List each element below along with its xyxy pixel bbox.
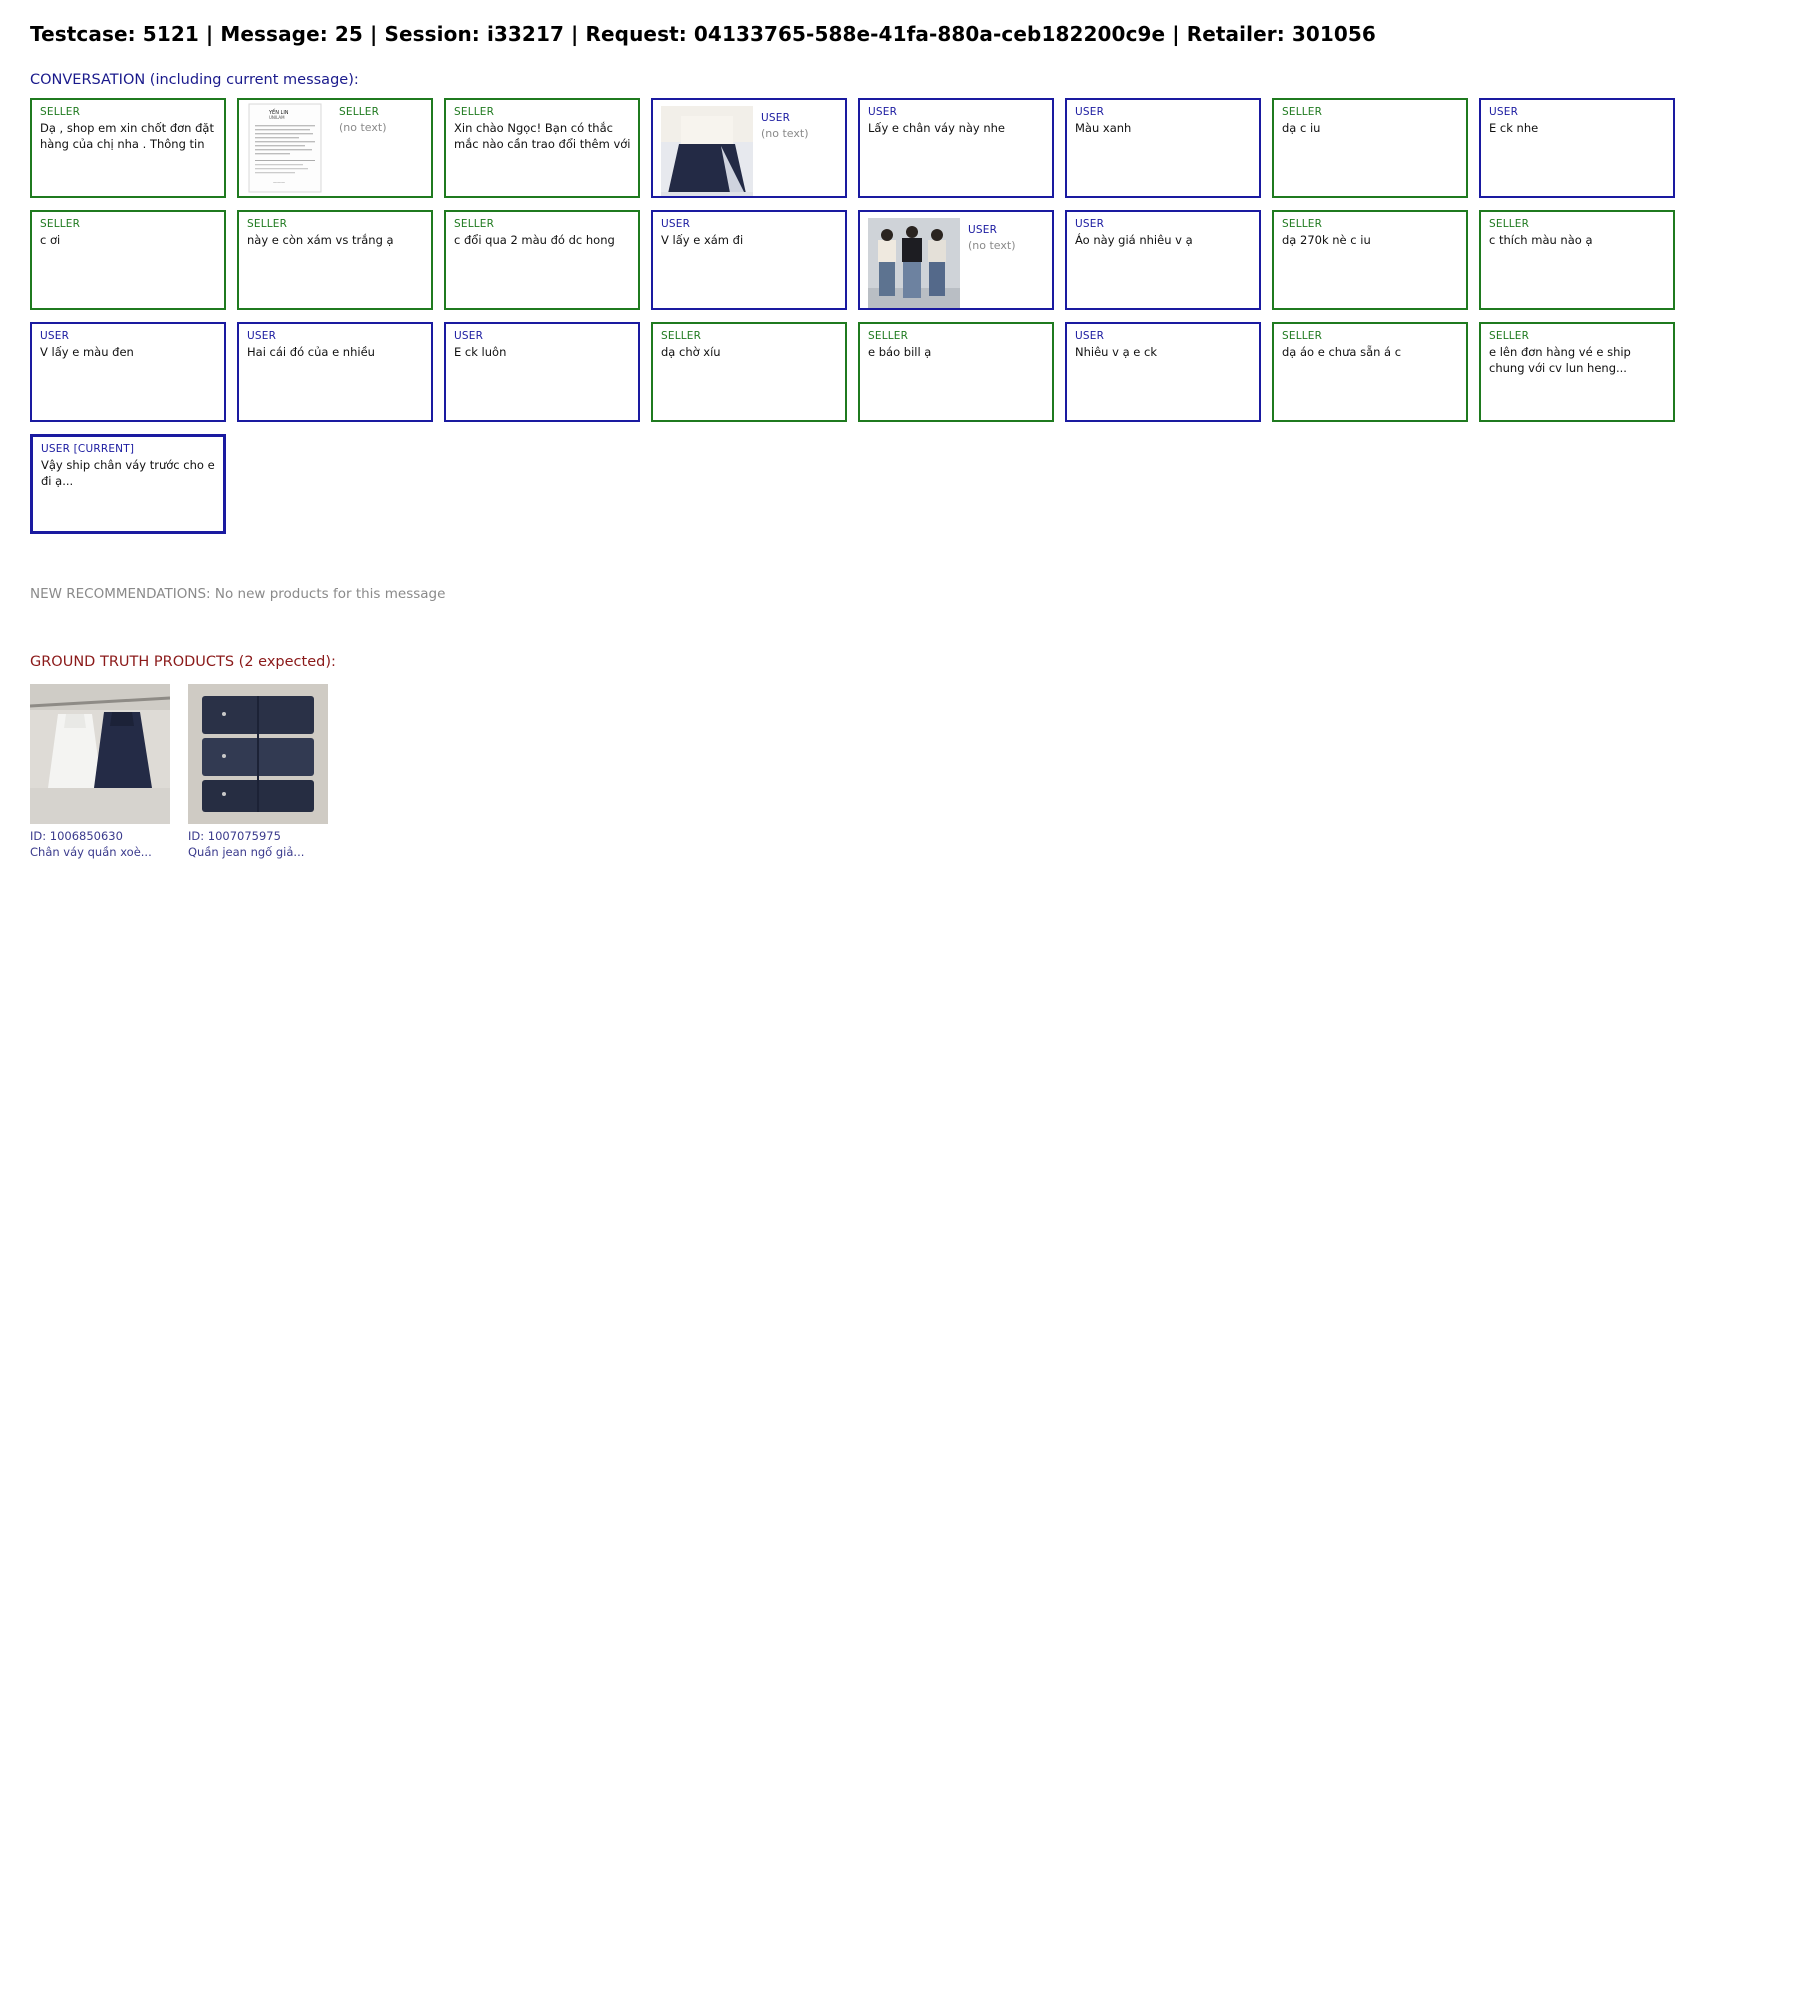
message-card[interactable] <box>444 98 640 198</box>
message-role: SELLER <box>40 106 81 118</box>
message-card[interactable] <box>237 98 433 198</box>
recommendations-row <box>30 586 1770 602</box>
message-card-current[interactable] <box>30 434 226 534</box>
message-role: SELLER <box>454 218 495 230</box>
message-card[interactable] <box>30 98 226 198</box>
message-text: Lấy e chân váy này nhe <box>868 121 1006 135</box>
message-role: SELLER <box>1282 218 1323 230</box>
message-card[interactable] <box>1479 210 1675 310</box>
message-card[interactable] <box>651 98 847 198</box>
message-image-document <box>239 100 331 196</box>
message-role: SELLER <box>1282 106 1323 118</box>
message-text: E ck nhe <box>1489 121 1539 135</box>
message-card[interactable] <box>651 210 847 310</box>
message-role: USER <box>454 330 484 342</box>
message-card[interactable] <box>444 210 640 310</box>
message-card[interactable] <box>858 98 1054 198</box>
message-card[interactable] <box>858 322 1054 422</box>
ground-truth-label: GROUND TRUTH PRODUCTS (2 expected): <box>30 654 336 670</box>
message-role: SELLER <box>1489 330 1530 342</box>
message-no-text: (no text) <box>761 127 809 140</box>
message-text: Màu xanh <box>1075 121 1132 135</box>
message-role: USER <box>968 224 998 236</box>
product-name: Quần jean ngố giả... <box>188 845 305 859</box>
message-role: SELLER <box>40 218 81 230</box>
message-text: dạ áo e chưa sẵn á c <box>1282 345 1402 359</box>
message-role: USER <box>868 106 898 118</box>
message-card[interactable] <box>30 322 226 422</box>
svg-text:UNILAM: UNILAM <box>269 115 285 120</box>
message-card[interactable] <box>444 322 640 422</box>
message-image-skirt <box>661 106 753 198</box>
conversation-grid <box>30 98 1730 546</box>
message-role: USER <box>661 218 691 230</box>
message-text: Xin chào Ngọc! Bạn có thắc mắc nào cần trao đổi thêm với <box>454 121 631 151</box>
message-card[interactable] <box>651 322 847 422</box>
svg-text:———: ——— <box>273 180 285 185</box>
message-text: e báo bill ạ <box>868 345 932 359</box>
message-text: Vậy ship chân váy trước cho e đi ạ... <box>41 458 215 488</box>
message-role: SELLER <box>454 106 495 118</box>
message-text: Nhiêu v ạ e ck <box>1075 345 1157 359</box>
product-name: Chân váy quần xoè... <box>30 845 152 859</box>
message-role: USER <box>247 330 277 342</box>
message-role: USER <box>1075 218 1105 230</box>
conversation-section-label: CONVERSATION (including current message): <box>30 72 359 88</box>
message-role: SELLER <box>247 218 288 230</box>
message-role: SELLER <box>1489 218 1530 230</box>
product-card[interactable] <box>30 684 170 859</box>
message-text: c thích màu nào ạ <box>1489 233 1593 247</box>
message-role: USER <box>40 330 70 342</box>
message-text: này e còn xám vs trắng ạ <box>247 233 394 247</box>
message-text: dạ chờ xíu <box>661 345 721 359</box>
message-card[interactable] <box>1272 322 1468 422</box>
recommendations-value: No new products for this message <box>214 586 446 602</box>
message-text: Áo này giá nhiêu v ạ <box>1075 233 1193 247</box>
message-card[interactable] <box>237 322 433 422</box>
message-card[interactable] <box>1065 98 1261 198</box>
message-card[interactable] <box>1272 210 1468 310</box>
message-role: SELLER <box>868 330 909 342</box>
message-text: c ơi <box>40 233 61 247</box>
message-text: E ck luôn <box>454 345 507 359</box>
message-text: Hai cái đó của e nhiều <box>247 345 375 359</box>
product-id: ID: 1006850630 <box>30 829 123 843</box>
message-card[interactable] <box>858 210 1054 310</box>
message-role: USER <box>1075 106 1105 118</box>
product-image-jeans-flatlay <box>188 684 328 824</box>
message-role: USER <box>1489 106 1519 118</box>
message-text: V lấy e xám đi <box>661 233 744 247</box>
ground-truth-section <box>30 654 1770 859</box>
ground-truth-products <box>30 684 1770 859</box>
message-no-text: (no text) <box>968 239 1016 252</box>
message-text: dạ c iu <box>1282 121 1321 135</box>
message-role: USER <box>761 112 791 124</box>
product-card[interactable] <box>188 684 328 859</box>
product-image-skirts-rack <box>30 684 170 824</box>
message-card[interactable] <box>1272 98 1468 198</box>
message-role: SELLER <box>339 106 380 118</box>
message-text: V lấy e màu đen <box>40 345 134 359</box>
svg-text:YẾN LIN: YẾN LIN <box>269 110 289 116</box>
page-root <box>0 0 1800 889</box>
message-text: c đổi qua 2 màu đó dc hong <box>454 233 615 247</box>
message-no-text: (no text) <box>339 121 387 134</box>
message-card[interactable] <box>30 210 226 310</box>
message-text: Dạ , shop em xin chốt đơn đặt hàng của chị nha . Thông tin <box>40 121 214 151</box>
message-card[interactable] <box>1065 322 1261 422</box>
recommendations-label: NEW RECOMMENDATIONS: <box>30 586 211 602</box>
message-role: SELLER <box>1282 330 1323 342</box>
message-card[interactable] <box>1479 98 1675 198</box>
message-text: dạ 270k nè c iu <box>1282 233 1371 247</box>
message-card[interactable] <box>237 210 433 310</box>
message-card[interactable] <box>1479 322 1675 422</box>
message-role: USER <box>1075 330 1105 342</box>
message-role: USER [CURRENT] <box>41 443 135 455</box>
message-card[interactable] <box>1065 210 1261 310</box>
message-role: SELLER <box>661 330 702 342</box>
page-title: Testcase: 5121 | Message: 25 | Session: i33217 | Request: 04133765-588e-41fa-880a-ceb182200c9e | Retailer: 301056 <box>30 22 1376 46</box>
message-image-jeans-people <box>868 218 960 310</box>
product-id: ID: 1007075975 <box>188 829 281 843</box>
message-text: e lên đơn hàng vé e ship chung với cv lun heng... <box>1489 345 1631 375</box>
